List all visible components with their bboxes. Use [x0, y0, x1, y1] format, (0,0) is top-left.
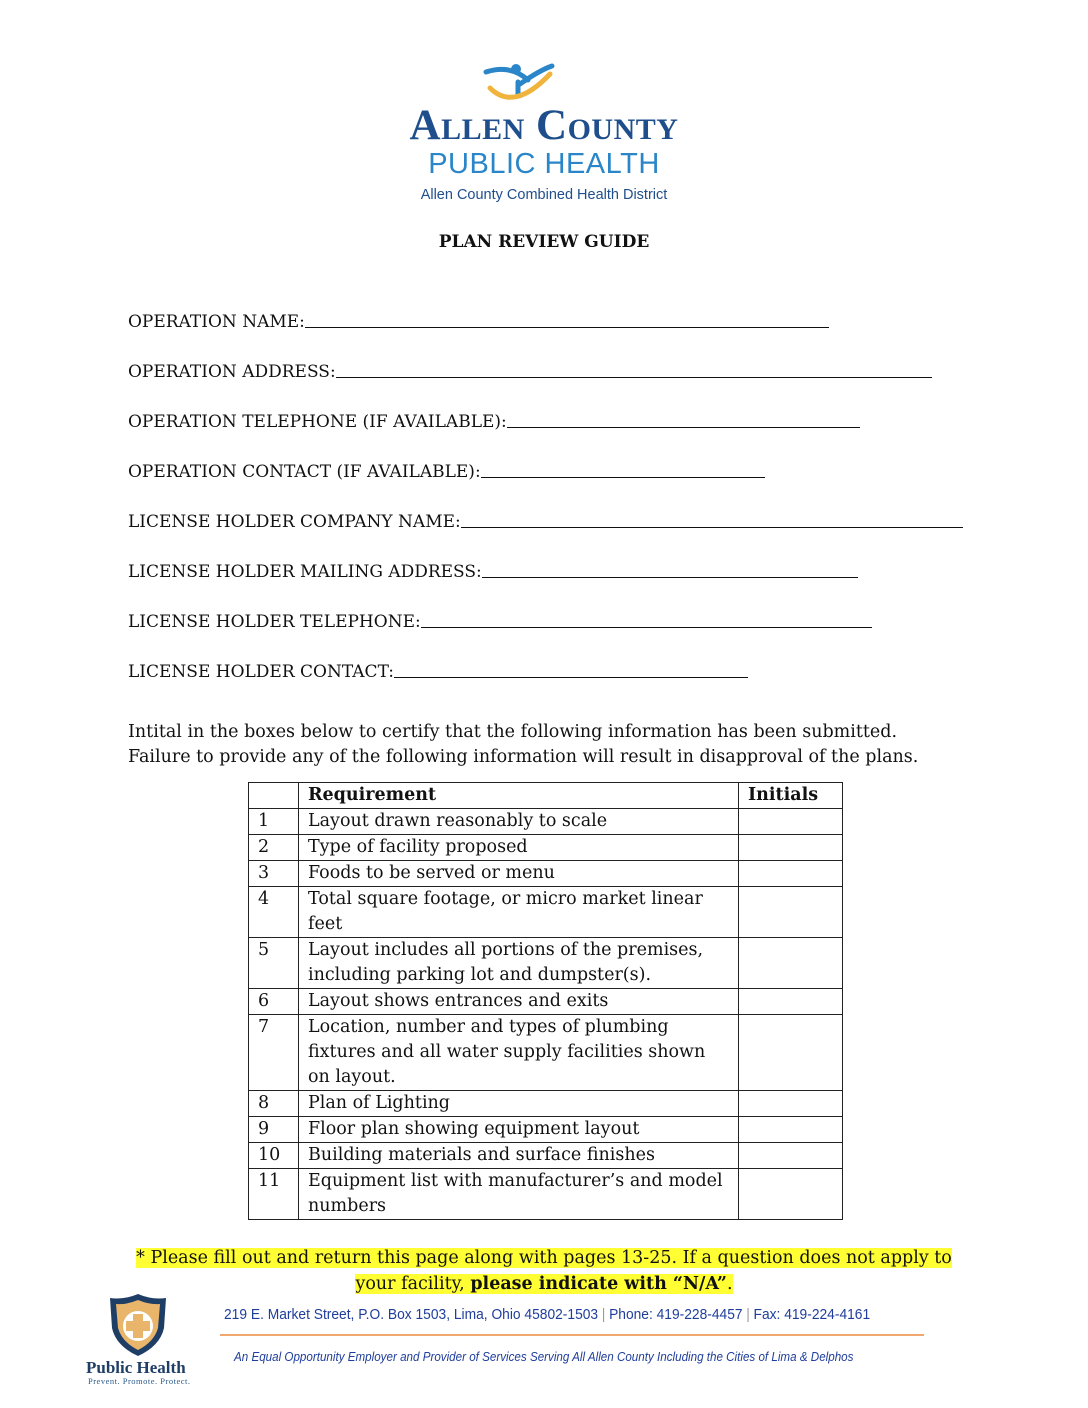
field-operation-name — [128, 306, 829, 332]
row-number: 5 — [249, 938, 299, 989]
row-requirement: Type of facility proposed — [299, 835, 739, 861]
field-label: LICENSE HOLDER COMPANY NAME: — [128, 512, 461, 532]
initials-cell[interactable] — [739, 861, 843, 887]
initials-cell[interactable] — [739, 938, 843, 989]
footer-phone: Phone: 419-228-4457 — [609, 1306, 743, 1323]
org-district: Allen County Combined Health District — [420, 187, 668, 203]
field-label: LICENSE HOLDER CONTACT: — [128, 662, 395, 682]
return-notice — [0, 1245, 1088, 1297]
field-operation-address — [128, 356, 932, 382]
table-row — [249, 1117, 843, 1143]
row-number: 7 — [249, 1015, 299, 1091]
row-number: 2 — [249, 835, 299, 861]
field-license-contact — [128, 656, 748, 682]
input-line[interactable] — [305, 327, 829, 328]
input-line[interactable] — [336, 377, 932, 378]
field-operation-telephone — [128, 406, 860, 432]
initials-cell[interactable] — [739, 1169, 843, 1220]
footer-divider — [220, 1334, 924, 1336]
table-row — [249, 1169, 843, 1220]
footer-contact: 219 E. Market Street, P.O. Box 1503, Lima, Ohio 45802-1503 | Phone: 419-228-4457 | Fax: 419-224-4161 — [224, 1306, 871, 1323]
field-label: OPERATION CONTACT (IF AVAILABLE): — [128, 462, 481, 482]
field-label: OPERATION TELEPHONE (IF AVAILABLE): — [128, 412, 507, 432]
table-row — [249, 1143, 843, 1169]
notice-na-instruction: please indicate with “N/A” — [470, 1274, 727, 1294]
public-health-shield-icon — [108, 1292, 168, 1358]
input-line[interactable] — [482, 577, 858, 578]
initials-cell[interactable] — [739, 835, 843, 861]
initials-cell[interactable] — [739, 1091, 843, 1117]
requirements-table — [248, 782, 843, 1220]
row-number: 10 — [249, 1143, 299, 1169]
page-title: PLAN REVIEW GUIDE — [438, 232, 650, 252]
row-requirement: Floor plan showing equipment layout — [299, 1117, 739, 1143]
instructions — [128, 720, 968, 770]
input-line[interactable] — [394, 677, 748, 678]
initials-cell[interactable] — [739, 1117, 843, 1143]
row-requirement: Layout includes all portions of the premises, including parking lot and dumpster(s). — [299, 938, 739, 989]
input-line[interactable] — [507, 427, 860, 428]
row-requirement: Total square footage, or micro market linear feet — [299, 887, 739, 938]
footer-eeo-statement: An Equal Opportunity Employer and Provider of Services Serving All Allen County Including the Cities of Lima & Delphos — [234, 1350, 854, 1364]
table-row — [249, 887, 843, 938]
footer-fax: Fax: 419-224-4161 — [753, 1306, 871, 1323]
row-number: 6 — [249, 989, 299, 1015]
row-requirement: Layout drawn reasonably to scale — [299, 809, 739, 835]
field-license-telephone — [128, 606, 872, 632]
initials-cell[interactable] — [739, 887, 843, 938]
field-label: OPERATION NAME: — [128, 312, 305, 332]
row-requirement: Equipment list with manufacturer’s and model numbers — [299, 1169, 739, 1220]
table-header-row — [249, 783, 843, 809]
table-row — [249, 1015, 843, 1091]
table-row — [249, 989, 843, 1015]
field-label: LICENSE HOLDER TELEPHONE: — [128, 612, 421, 632]
table-row — [249, 938, 843, 989]
field-license-company — [128, 506, 963, 532]
row-requirement: Layout shows entrances and exits — [299, 989, 739, 1015]
row-number: 11 — [249, 1169, 299, 1220]
initials-cell[interactable] — [739, 809, 843, 835]
row-requirement: Building materials and surface finishes — [299, 1143, 739, 1169]
footer-brand: Public Health — [86, 1358, 186, 1377]
table-row — [249, 809, 843, 835]
row-number: 9 — [249, 1117, 299, 1143]
initials-cell[interactable] — [739, 989, 843, 1015]
input-line[interactable] — [421, 627, 872, 628]
input-line[interactable] — [461, 527, 963, 528]
row-number: 3 — [249, 861, 299, 887]
header-initials: Initials — [739, 783, 843, 809]
header-requirement: Requirement — [299, 783, 739, 809]
notice-line-1: * Please fill out and return this page along with pages 13-25. If a question does not apply to — [136, 1248, 952, 1268]
row-number: 8 — [249, 1091, 299, 1117]
table-row — [249, 861, 843, 887]
row-number: 1 — [249, 809, 299, 835]
footer-tagline: Prevent. Promote. Protect. — [88, 1376, 191, 1386]
row-number: 4 — [249, 887, 299, 938]
input-line[interactable] — [481, 477, 765, 478]
initials-cell[interactable] — [739, 1143, 843, 1169]
instructions-line-2: Failure to provide any of the following information will result in disapproval of the plans. — [128, 747, 919, 767]
table-row — [249, 1091, 843, 1117]
initials-cell[interactable] — [739, 1015, 843, 1091]
row-requirement: Plan of Lighting — [299, 1091, 739, 1117]
instructions-line-1: Intital in the boxes below to certify that the following information has been submitted. — [128, 722, 898, 742]
header-number — [249, 783, 299, 809]
notice-period: . — [726, 1274, 733, 1294]
footer-address: 219 E. Market Street, P.O. Box 1503, Lima, Ohio 45802-1503 — [224, 1306, 599, 1323]
field-license-mailing-address — [128, 556, 858, 582]
row-requirement: Foods to be served or menu — [299, 861, 739, 887]
org-name: Allen County — [409, 102, 679, 149]
row-requirement: Location, number and types of plumbing fixtures and all water supply facilities shown on layout. — [299, 1015, 739, 1091]
field-label: OPERATION ADDRESS: — [128, 362, 336, 382]
field-label: LICENSE HOLDER MAILING ADDRESS: — [128, 562, 482, 582]
table-row — [249, 835, 843, 861]
org-subtitle: PUBLIC HEALTH — [428, 148, 660, 180]
field-operation-contact — [128, 456, 765, 482]
notice-line-2: your facility, — [355, 1274, 471, 1294]
